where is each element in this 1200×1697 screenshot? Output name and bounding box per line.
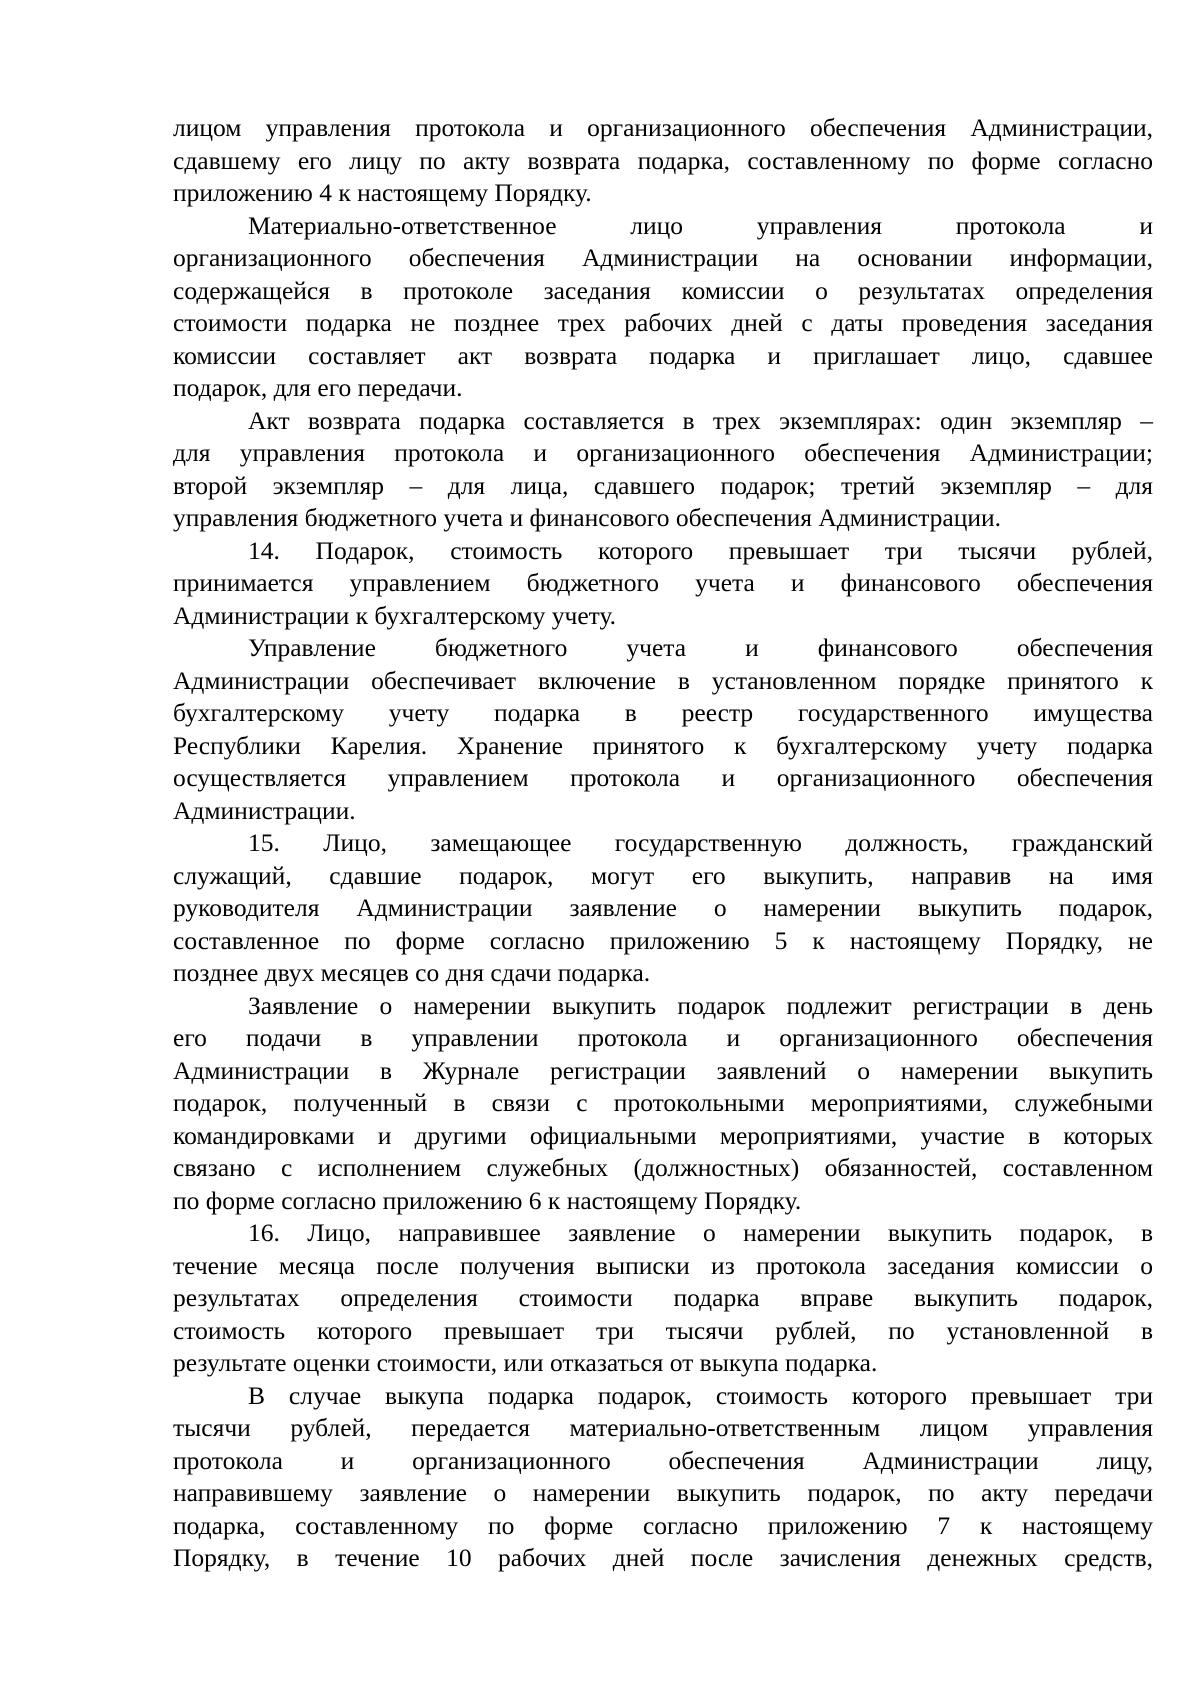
text-line: осуществляется управлением протокола и организационного обеспечения	[173, 763, 1153, 792]
text-line: подарок, для его передачи.	[173, 373, 463, 402]
text-line: Республики Карелия. Хранение принятого к бухгалтерскому учету подарка	[173, 730, 1153, 760]
text-line: Администрации к бухгалтерскому учету.	[173, 600, 617, 630]
text-line: принимается управлением бюджетного учета и финансового обеспечения	[173, 568, 1153, 597]
text-line: В случае выкупа подарка подарок, стоимость которого превышает три	[248, 1380, 1153, 1410]
paragraph	[173, 535, 1153, 633]
text-line: направившему заявление о намерении выкупить подарок, по акту передачи	[173, 1478, 1153, 1507]
paragraph	[173, 1217, 1153, 1380]
document-page	[173, 112, 1153, 1575]
text-line: командировками и другими официальными мероприятиями, участие в которых	[173, 1120, 1153, 1150]
text-line: течение месяца после получения выписки из протокола заседания комиссии о	[173, 1250, 1153, 1280]
paragraph	[173, 405, 1153, 535]
text-line: стоимости подарка не позднее трех рабочих дней с даты проведения заседания	[173, 308, 1153, 337]
paragraph	[173, 1380, 1153, 1575]
text-line: Администрации обеспечивает включение в установленном порядке принятого к	[173, 665, 1153, 695]
paragraph	[173, 632, 1153, 827]
text-line: Порядку, в течение 10 рабочих дней после зачисления денежных средств,	[173, 1543, 1153, 1572]
text-line: тысячи рублей, передается материально-ответственным лицом управления	[173, 1413, 1153, 1442]
text-line: подарка, составленному по форме согласно приложению 7 к настоящему	[173, 1510, 1153, 1540]
text-line: бухгалтерскому учету подарка в реестр государственного имущества	[173, 698, 1153, 727]
text-line: 15. Лицо, замещающее государственную должность, гражданский	[248, 828, 1153, 857]
text-line: составленное по форме согласно приложению 5 к настоящему Порядку, не	[173, 925, 1153, 955]
paragraph	[173, 112, 1153, 210]
text-line: протокола и организационного обеспечения Администрации лицу,	[173, 1445, 1153, 1475]
text-line: содержащейся в протоколе заседания комиссии о результатах определения	[173, 275, 1153, 305]
text-line: позднее двух месяцев со дня сдачи подарка.	[173, 958, 651, 987]
text-line: связано с исполнением служебных (должностных) обязанностей, составленном	[173, 1153, 1153, 1182]
text-line: второй экземпляр – для лица, сдавшего подарок; третий экземпляр – для	[173, 470, 1153, 500]
text-line: Администрации в Журнале регистрации заявлений о намерении выкупить	[173, 1055, 1153, 1085]
text-line: сдавшему его лицу по акту возврата подарка, составленному по форме согласно	[173, 145, 1153, 175]
text-line: комиссии составляет акт возврата подарка и приглашает лицо, сдавшее	[173, 340, 1153, 370]
text-line: подарок, полученный в связи с протокольными мероприятиями, служебными	[173, 1088, 1153, 1117]
text-line: лицом управления протокола и организационного обеспечения Администрации,	[173, 113, 1153, 142]
text-line: для управления протокола и организационного обеспечения Администрации;	[173, 438, 1153, 467]
text-line: Акт возврата подарка составляется в трех экземплярах: один экземпляр –	[248, 405, 1153, 435]
text-line: 16. Лицо, направившее заявление о намерении выкупить подарок, в	[248, 1218, 1153, 1247]
text-line: его подачи в управлении протокола и организационного обеспечения	[173, 1023, 1153, 1052]
text-line: Администрации.	[173, 795, 356, 825]
text-line: результате оценки стоимости, или отказаться от выкупа подарка.	[173, 1348, 878, 1377]
text-line: результатах определения стоимости подарка вправе выкупить подарок,	[173, 1283, 1153, 1312]
text-line: управления бюджетного учета и финансового обеспечения Администрации.	[173, 503, 1002, 532]
text-line: стоимость которого превышает три тысячи рублей, по установленной в	[173, 1315, 1153, 1345]
paragraph	[173, 210, 1153, 405]
text-line: по форме согласно приложению 6 к настоящему Порядку.	[173, 1185, 802, 1215]
paragraph	[173, 827, 1153, 990]
text-line: руководителя Администрации заявление о намерении выкупить подарок,	[173, 893, 1153, 922]
text-line: Управление бюджетного учета и финансового обеспечения	[248, 633, 1153, 662]
text-line: служащий, сдавшие подарок, могут его выкупить, направив на имя	[173, 860, 1153, 890]
text-line: организационного обеспечения Администрации на основании информации,	[173, 243, 1153, 272]
text-line: Материально-ответственное лицо управления протокола и	[248, 210, 1153, 240]
text-line: Заявление о намерении выкупить подарок подлежит регистрации в день	[248, 990, 1153, 1020]
text-line: 14. Подарок, стоимость которого превышает три тысячи рублей,	[248, 535, 1153, 565]
paragraph	[173, 990, 1153, 1218]
text-line: приложению 4 к настоящему Порядку.	[173, 178, 592, 207]
